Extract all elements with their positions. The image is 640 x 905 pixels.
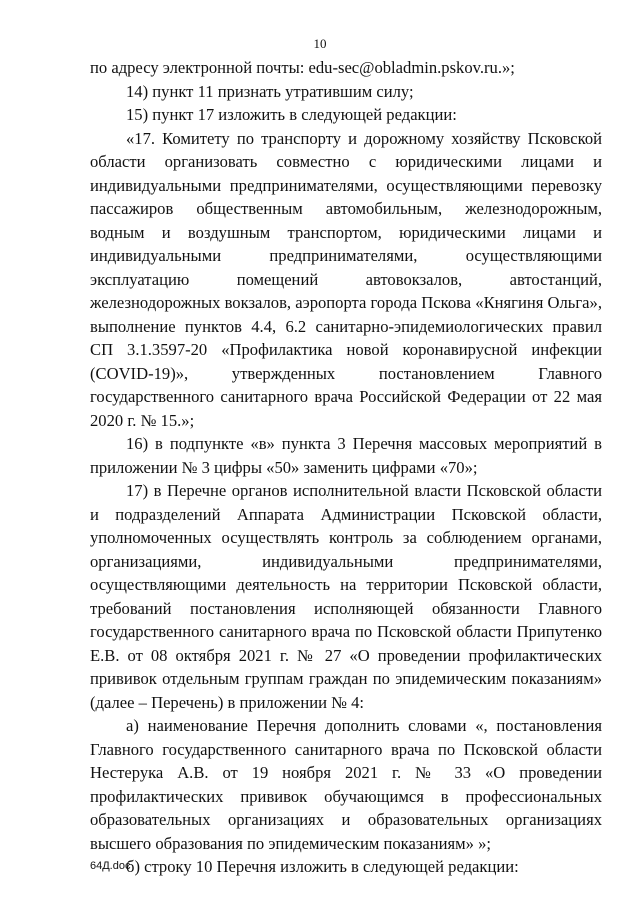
paragraph-item-16: 16) в подпункте «в» пункта 3 Перечня массовых мероприятий в приложении № 3 цифры «50» заменить цифрами «70»; [90, 434, 602, 477]
paragraph-subitem-b: б) строку 10 Перечня изложить в следующей редакции: [126, 857, 519, 876]
page-number: 10 [313, 36, 327, 51]
paragraph-item-14: 14) пункт 11 признать утратившим силу; [126, 81, 414, 101]
document-body [90, 56, 602, 879]
paragraph-email-continuation: по адресу электронной почты: edu-sec@obladmin.pskov.ru.»; [90, 58, 515, 77]
file-reference: 64Д.doc [90, 860, 131, 872]
paragraph-item-17: 17) в Перечне органов исполнительной власти Псковской области и подразделений Аппарата Администрации Псковской области, уполномоченных осуществлять контроль за соблюдением органами, организациями, индивидуальными предпринимателями, осуществляющими деятельность на территории Псковской области, требований постановления исполняющей обязанности Главного государственного санитарного врача по Псковской области Припутенко Е.В. от 08 октября 2021 г. № 27 «О проведении профилактических прививок отдельным группам граждан по эпидемическим показаниям» (далее – Перечень) в приложении № 4: [90, 481, 602, 712]
paragraph-item-15: 15) пункт 17 изложить в следующей редакции: [126, 105, 457, 124]
paragraph-point-17-text: «17. Комитету по транспорту и дорожному хозяйству Псковской области организовать совместно с юридическими лицами и индивидуальными предпринимателями, осуществляющими перевозку пассажиров общественным автомобильным, железнодорожным, водным и воздушным транспортом, юридическими лицами и индивидуальными предпринимателями, осуществляющими эксплуатацию помещений автовокзалов, автостанций, железнодорожных вокзалов, аэропорта города Пскова «Княгиня Ольга», выполнение пунктов 4.4, 6.2 санитарно-эпидемиологических правил СП 3.1.3597-20 «Профилактика новой коронавирусной инфекции (COVID-19)», утвержденных постановлением Главного государственного санитарного врача Российской Федерации от 22 мая 2020 г. № 15.»; [90, 128, 602, 430]
paragraph-subitem-a: а) наименование Перечня дополнить словами «, постановления Главного государственного санитарного врача по Псковской области Нестерука А.В. от 19 ноября 2021 г. № 33 «О проведении профилактических прививок обучающимся в профессиональных образовательных организациях и образовательных организациях высшего образования по эпидемическим показаниям» »; [90, 716, 602, 853]
